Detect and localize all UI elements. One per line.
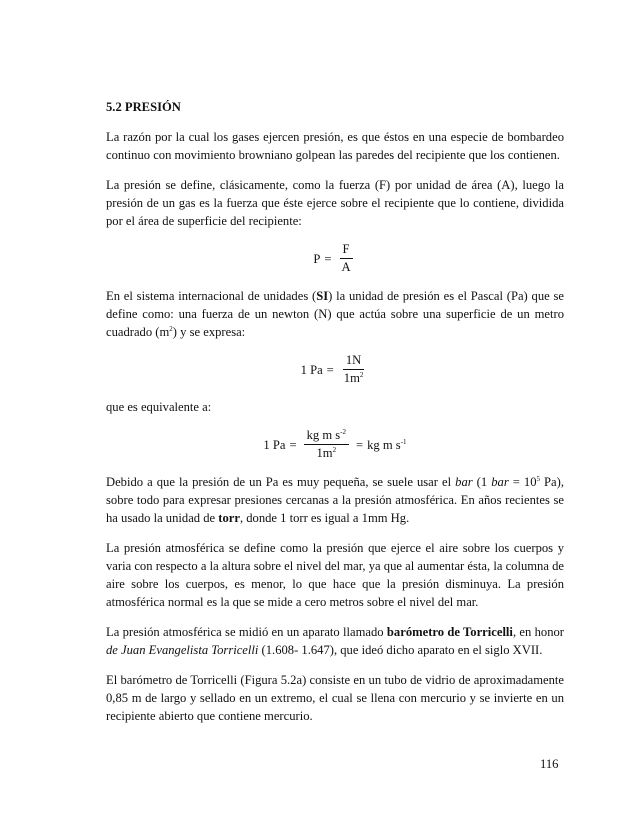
text-run: Debido a que la presión de un Pa es muy pequeña, se suele usar el [106,475,456,489]
formula-pascal [106,353,564,386]
formula-equals: = [289,437,297,452]
text-bold-barometer: barómetro de Torricelli [386,625,513,639]
fraction-denominator: A [341,260,351,274]
text-run: (1 [472,475,492,489]
denominator-base: 1m [316,446,333,460]
formula-equals-2: = [356,437,364,452]
text-italic-bar: bar [491,475,509,489]
paragraph-bar-torr [106,473,564,527]
fraction-denominator [341,370,367,386]
page-body [106,98,564,737]
formula-lhs: P [313,251,321,266]
formula-equals: = [326,362,334,377]
fraction-denominator [314,445,340,461]
section-heading: 5.2 PRESIÓN [106,100,181,114]
paragraph-si-unit [106,287,564,341]
formula-fraction [304,428,349,461]
formula-pressure [106,242,564,275]
rhs-base: kg m s [367,437,401,452]
text-run: Pa), sobre todo para expresar presiones cercanas a la presión atmosférica. En años recientes se ha usado la unidad de [106,475,564,525]
formula-lhs: 1 Pa [300,362,323,377]
paragraph-intro: La razón por la cual los gases ejercen presión, es que éstos en una especie de bombardeo continuo con movimiento browniano golpean las paredes del recipiente que los contienen. [106,130,564,162]
paragraph-equivalent: que es equivalente a: [106,400,212,414]
formula-fraction [339,242,354,275]
fraction-numerator: 1N [343,353,364,370]
text-run: En el sistema internacional de unidades ( [106,289,317,303]
superscript: 2 [332,446,337,454]
page-number: 116 [540,757,559,771]
text-bold-torr: torr [218,511,240,525]
denominator-base: 1m [343,371,360,385]
paragraph-barometer: El barómetro de Torricelli (Figura 5.2a) consiste en un tubo de vidrio de aproximadamente 0,85 m de largo y sellado en un extremo, el cual se llena con mercurio y se invierte en un recipiente abierto que contiene mercurio. [106,673,564,723]
paragraph-definition: La presión se define, clásicamente, como la fuerza (F) por unidad de área (A), luego la presión de un gas es la fuerza que éste ejerce sobre el recipiente que lo contiene, dividida por el área de superficie del recipiente: [106,178,564,228]
formula-fraction [341,353,367,386]
text-run: (1.608- 1.647), que ideó dicho aparato en el siglo XVII. [258,643,543,657]
text-run: , en honor [512,625,564,639]
numerator-base: kg m s [306,428,341,442]
text-italic-name: de Juan Evangelista Torricelli [106,643,259,657]
formula-lhs: 1 Pa [263,437,286,452]
text-run: ) la unidad de presión es el Pascal (Pa) que se define como: una fuerza de un newton (N) que actúa sobre una superficie de un metro cuadrado (m [106,289,565,339]
superscript: 2 [359,371,364,379]
text-italic-bar: bar [455,475,473,489]
text-run: , donde 1 torr es igual a 1mm Hg. [239,511,410,525]
fraction-numerator [304,428,349,445]
superscript: 2 [169,325,173,333]
formula-rhs [367,436,406,454]
text-run: La presión atmosférica se midió en un aparato llamado [106,625,387,639]
text-run: ) y se expresa: [172,325,246,339]
text-bold-si: SI [316,289,329,303]
text-run: = 10 [508,475,537,489]
fraction-numerator: F [340,242,353,259]
paragraph-atmospheric: La presión atmosférica se define como la presión que ejerce el aire sobre los cuerpos y varia con respecto a la altura sobre el nivel del mar, ya que al aumentar ésta, la columna de aire sobre los cuerpos, es menor, lo que hace que la presión disminuya. La presión atmosférica normal es la que se mide a cero metros sobre el nivel del mar. [106,541,564,609]
superscript: -1 [400,437,407,446]
superscript: 5 [536,475,540,483]
formula-equals: = [324,251,332,266]
superscript: -2 [340,428,347,436]
formula-equivalence [106,428,564,461]
paragraph-torricelli [106,623,564,659]
